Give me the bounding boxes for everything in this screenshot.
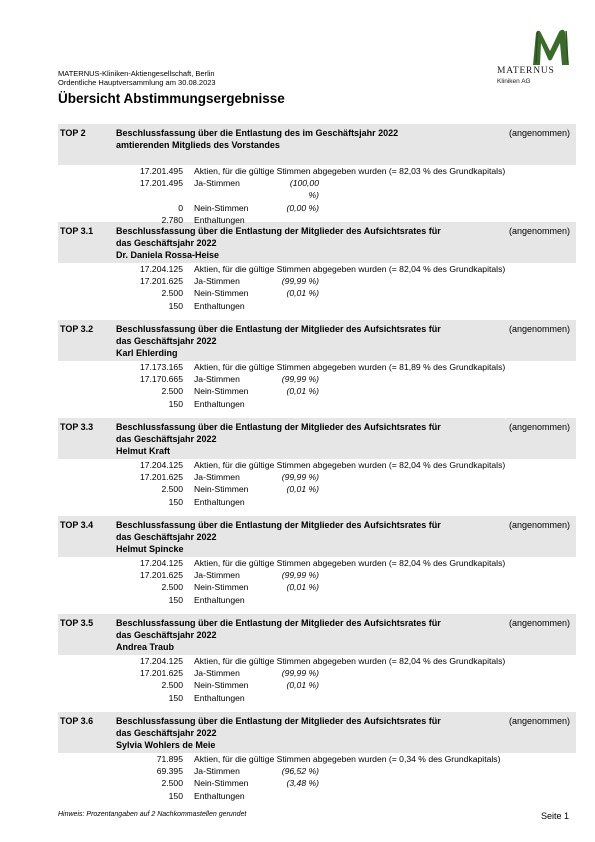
vote-count: 17.201.625 bbox=[139, 668, 183, 679]
vote-count: 17.201.625 bbox=[139, 472, 183, 483]
agenda-item-header bbox=[58, 516, 576, 557]
abstentions-row bbox=[58, 594, 576, 606]
vote-count: 17.201.495 bbox=[139, 166, 183, 176]
vote-percentage: (0,01 %) bbox=[286, 582, 319, 593]
no-votes-row bbox=[58, 777, 576, 789]
page-number: Seite 1 bbox=[541, 811, 570, 821]
vote-label: Ja-Stimmen bbox=[194, 472, 240, 483]
vote-label: Nein-Stimmen bbox=[194, 386, 249, 397]
agenda-item-status: (angenommen) bbox=[508, 520, 570, 530]
agenda-item-title-line: das Geschäftsjahr 2022 bbox=[116, 728, 217, 738]
vote-percentage: (99,99 %) bbox=[281, 570, 319, 581]
shares-description: Aktien, für die gültige Stimmen abgegeben wurden (= 82,04 % des Grundkapitals) bbox=[194, 558, 506, 568]
vote-count: 17.170.665 bbox=[139, 374, 183, 385]
vote-count: 2.500 bbox=[161, 386, 183, 397]
agenda-item-header bbox=[58, 124, 576, 165]
vote-label: Enthaltungen bbox=[194, 398, 245, 409]
agenda-item-header bbox=[58, 712, 576, 753]
no-votes-row bbox=[58, 581, 576, 593]
agenda-item-title-line: Beschlussfassung über die Entlastung der Mitglieder des Aufsichtsrates für bbox=[116, 716, 441, 726]
company-logo bbox=[494, 27, 574, 89]
agenda-item-number: TOP 3.5 bbox=[60, 618, 94, 628]
vote-label: Enthaltungen bbox=[194, 790, 245, 801]
vote-count: 17.204.125 bbox=[139, 460, 183, 470]
vote-count: 17.201.625 bbox=[139, 570, 183, 581]
agenda-item-title-line: Beschlussfassung über die Entlastung der Mitglieder des Aufsichtsrates für bbox=[116, 520, 441, 530]
agenda-item bbox=[58, 516, 576, 614]
abstentions-row bbox=[58, 496, 576, 508]
agenda-item-title-line: Andrea Traub bbox=[116, 642, 175, 652]
no-votes-row bbox=[58, 679, 576, 691]
agenda-item-title-line: Sylvia Wohlers de Meie bbox=[116, 740, 216, 750]
vote-label: Nein-Stimmen bbox=[194, 680, 249, 691]
no-votes-row bbox=[58, 287, 576, 299]
agenda-item-status: (angenommen) bbox=[508, 716, 570, 726]
vote-count: 150 bbox=[168, 790, 183, 801]
agenda-item-number: TOP 3.6 bbox=[60, 716, 94, 726]
no-votes-row bbox=[58, 385, 576, 397]
shares-row bbox=[58, 459, 576, 471]
agenda-item-title-line: Beschlussfassung über die Entlastung der Mitglieder des Aufsichtsrates für bbox=[116, 226, 441, 236]
vote-label: Nein-Stimmen bbox=[194, 288, 249, 299]
logo-subtitle: Kliniken AG bbox=[497, 78, 531, 85]
agenda-item bbox=[58, 418, 576, 516]
shares-description: Aktien, für die gültige Stimmen abgegeben wurden (= 82,04 % des Grundkapitals) bbox=[194, 460, 506, 470]
vote-label: Enthaltungen bbox=[194, 594, 245, 605]
agenda-item-title-line: Beschlussfassung über die Entlastung des im Geschäftsjahr 2022 bbox=[116, 128, 399, 138]
agenda-item-number: TOP 2 bbox=[60, 128, 86, 138]
vote-percentage: (99,99 %) bbox=[281, 472, 319, 483]
vote-percentage: (3,48 %) bbox=[286, 778, 319, 789]
vote-count: 17.201.495 bbox=[139, 178, 183, 189]
shares-row bbox=[58, 263, 576, 275]
agenda-item-status: (angenommen) bbox=[508, 422, 570, 432]
abstentions-row bbox=[58, 398, 576, 410]
agenda-item-title-line: Helmut Kraft bbox=[116, 446, 171, 456]
meeting-date: Ordentliche Hauptversammlung am 30.08.2023 bbox=[58, 78, 216, 87]
no-votes-row bbox=[58, 483, 576, 495]
vote-percentage: (99,99 %) bbox=[281, 374, 319, 385]
agenda-item-title-line: das Geschäftsjahr 2022 bbox=[116, 238, 217, 248]
vote-count: 150 bbox=[168, 496, 183, 507]
yes-votes-row bbox=[58, 373, 576, 385]
yes-votes-row bbox=[58, 177, 576, 201]
shares-description: Aktien, für die gültige Stimmen abgegeben wurden (= 81,89 % des Grundkapitals) bbox=[194, 362, 506, 372]
agenda-item-title bbox=[116, 225, 496, 261]
vote-percentage: (0,01 %) bbox=[286, 386, 319, 397]
vote-count: 2.500 bbox=[161, 680, 183, 691]
vote-percentage: (96,52 %) bbox=[281, 766, 319, 777]
agenda-item-number: TOP 3.3 bbox=[60, 422, 94, 432]
vote-count: 150 bbox=[168, 692, 183, 703]
agenda-item bbox=[58, 222, 576, 320]
footer-note: Hinweis: Prozentangaben auf 2 Nachkommastellen gerundet bbox=[58, 811, 247, 818]
vote-label: Ja-Stimmen bbox=[194, 276, 240, 287]
vote-count: 17.204.125 bbox=[139, 656, 183, 666]
vote-count: 2.500 bbox=[161, 288, 183, 299]
vote-percentage: (99,99 %) bbox=[281, 668, 319, 679]
vote-count: 71.895 bbox=[156, 754, 183, 764]
vote-label: Nein-Stimmen bbox=[194, 202, 249, 213]
vote-label: Ja-Stimmen bbox=[194, 668, 240, 679]
vote-percentage: (100,00 %) bbox=[289, 178, 319, 201]
vote-count: 150 bbox=[168, 398, 183, 409]
yes-votes-row bbox=[58, 569, 576, 581]
yes-votes-row bbox=[58, 275, 576, 287]
vote-count: 17.173.165 bbox=[139, 362, 183, 372]
shares-row bbox=[58, 655, 576, 667]
vote-percentage: (0,01 %) bbox=[286, 680, 319, 691]
abstentions-row bbox=[58, 692, 576, 704]
vote-label: Ja-Stimmen bbox=[194, 374, 240, 385]
vote-label: Enthaltungen bbox=[194, 692, 245, 703]
vote-count: 2.500 bbox=[161, 582, 183, 593]
logo-wordmark: MATERNUS bbox=[497, 66, 555, 76]
agenda-item-number: TOP 3.4 bbox=[60, 520, 94, 530]
agenda-item-title-line: Helmut Spincke bbox=[116, 544, 184, 554]
yes-votes-row bbox=[58, 765, 576, 777]
vote-percentage: (0,01 %) bbox=[286, 484, 319, 495]
vote-percentage: (0,01 %) bbox=[286, 288, 319, 299]
vote-count: 150 bbox=[168, 594, 183, 605]
agenda-item-title-line: Beschlussfassung über die Entlastung der Mitglieder des Aufsichtsrates für bbox=[116, 422, 441, 432]
agenda-item bbox=[58, 614, 576, 712]
page-title: Übersicht Abstimmungsergebnisse bbox=[58, 91, 285, 106]
agenda-item bbox=[58, 124, 576, 225]
agenda-item-status: (angenommen) bbox=[508, 128, 570, 138]
agenda-item-title bbox=[116, 715, 496, 751]
agenda-item-header bbox=[58, 614, 576, 655]
shares-description: Aktien, für die gültige Stimmen abgegeben wurden (= 82,03 % des Grundkapitals) bbox=[194, 166, 506, 176]
company-name: MATERNUS-Kliniken-Aktiengesellschaft, Berlin bbox=[58, 69, 215, 78]
agenda-item-title-line: das Geschäftsjahr 2022 bbox=[116, 630, 217, 640]
vote-label: Ja-Stimmen bbox=[194, 570, 240, 581]
agenda-item-status: (angenommen) bbox=[508, 324, 570, 334]
agenda-item-header bbox=[58, 320, 576, 361]
agenda-item-number: TOP 3.1 bbox=[60, 226, 94, 236]
agenda-item-title bbox=[116, 421, 496, 457]
agenda-item-title-line: Dr. Daniela Rossa-Heise bbox=[116, 250, 220, 260]
shares-row bbox=[58, 557, 576, 569]
vote-label: Nein-Stimmen bbox=[194, 484, 249, 495]
abstentions-row bbox=[58, 790, 576, 802]
vote-percentage: (0,00 %) bbox=[286, 202, 319, 213]
vote-count: 17.204.125 bbox=[139, 558, 183, 568]
vote-label: Enthaltungen bbox=[194, 300, 245, 311]
shares-description: Aktien, für die gültige Stimmen abgegeben wurden (= 82,04 % des Grundkapitals) bbox=[194, 656, 506, 666]
agenda-item-title bbox=[116, 323, 496, 359]
agenda-item bbox=[58, 712, 576, 810]
vote-count: 150 bbox=[168, 300, 183, 311]
vote-label: Enthaltungen bbox=[194, 214, 245, 225]
no-votes-row bbox=[58, 202, 576, 214]
agenda-item-title-line: Beschlussfassung über die Entlastung der Mitglieder des Aufsichtsrates für bbox=[116, 324, 441, 334]
vote-percentage: (99,99 %) bbox=[281, 276, 319, 287]
agenda-item-title-line: das Geschäftsjahr 2022 bbox=[116, 532, 217, 542]
shares-row bbox=[58, 753, 576, 765]
agenda-item-title bbox=[116, 127, 496, 163]
agenda-item-title-line: amtierenden Mitglieds des Vorstandes bbox=[116, 140, 280, 150]
vote-label: Ja-Stimmen bbox=[194, 178, 240, 189]
agenda-item bbox=[58, 320, 576, 418]
vote-label: Nein-Stimmen bbox=[194, 778, 249, 789]
vote-count: 17.201.625 bbox=[139, 276, 183, 287]
shares-row bbox=[58, 361, 576, 373]
agenda-item-title-line: das Geschäftsjahr 2022 bbox=[116, 336, 217, 346]
agenda-item-status: (angenommen) bbox=[508, 618, 570, 628]
abstentions-row bbox=[58, 300, 576, 312]
vote-count: 0 bbox=[178, 202, 183, 213]
agenda-items-list bbox=[58, 124, 576, 810]
agenda-item-number: TOP 3.2 bbox=[60, 324, 94, 334]
agenda-item-title-line: Karl Ehlerding bbox=[116, 348, 178, 358]
vote-count: 69.395 bbox=[156, 766, 183, 777]
agenda-item-status: (angenommen) bbox=[508, 226, 570, 236]
vote-label: Nein-Stimmen bbox=[194, 582, 249, 593]
maternus-m-logo-icon bbox=[530, 27, 572, 67]
agenda-item-title bbox=[116, 519, 496, 555]
agenda-item-header bbox=[58, 418, 576, 459]
vote-count: 2.780 bbox=[161, 214, 183, 225]
agenda-item-header bbox=[58, 222, 576, 263]
agenda-item-title-line: Beschlussfassung über die Entlastung der Mitglieder des Aufsichtsrates für bbox=[116, 618, 441, 628]
vote-label: Ja-Stimmen bbox=[194, 766, 240, 777]
shares-description: Aktien, für die gültige Stimmen abgegeben wurden (= 82,04 % des Grundkapitals) bbox=[194, 264, 506, 274]
yes-votes-row bbox=[58, 667, 576, 679]
shares-row bbox=[58, 165, 576, 177]
agenda-item-title-line bbox=[116, 151, 496, 163]
vote-count: 2.500 bbox=[161, 484, 183, 495]
yes-votes-row bbox=[58, 471, 576, 483]
agenda-item-title bbox=[116, 617, 496, 653]
vote-label: Enthaltungen bbox=[194, 496, 245, 507]
vote-count: 17.204.125 bbox=[139, 264, 183, 274]
vote-count: 2.500 bbox=[161, 778, 183, 789]
document-header bbox=[58, 69, 216, 87]
agenda-item-title-line: das Geschäftsjahr 2022 bbox=[116, 434, 217, 444]
shares-description: Aktien, für die gültige Stimmen abgegeben wurden (= 0,34 % des Grundkapitals) bbox=[194, 754, 501, 764]
